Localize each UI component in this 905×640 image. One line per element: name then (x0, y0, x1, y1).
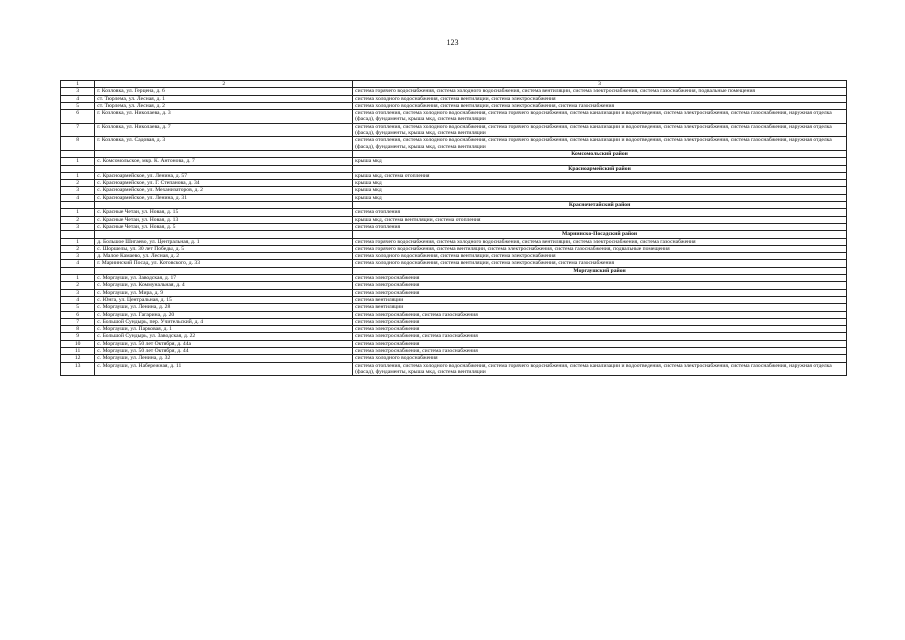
row-address: с. Моргауши, ул. Ленина, д. 32 (95, 355, 353, 362)
row-address: с. Шоршелы, ул. 30 лет Победы, д. 5 (95, 245, 353, 252)
row-number: 1 (61, 275, 95, 282)
row-number: 4 (61, 260, 95, 267)
table-row (61, 238, 847, 245)
row-works: крыша мкд (353, 187, 847, 194)
row-address: с. Красноармейское, ул. Г. Степанова, д. 34 (95, 180, 353, 187)
row-works: крыша мкд (353, 180, 847, 187)
repair-works-table (60, 80, 847, 376)
row-number: 2 (61, 216, 95, 223)
row-number: 3 (61, 253, 95, 260)
row-address: с. Красные Четаи, ул. Новая, д. 5 (95, 223, 353, 230)
row-works: система холодного водоснабжения (353, 355, 847, 362)
row-address: г. Козловка, ул. Николаева, д. 7 (95, 123, 353, 137)
row-works: система отопления (353, 209, 847, 216)
section-empty-cell (95, 202, 353, 209)
table-row (61, 194, 847, 201)
section-empty-cell (61, 165, 95, 172)
district-section-row (61, 150, 847, 157)
table-row (61, 158, 847, 165)
row-address: с. Юнга, ул. Центральная, д. 15 (95, 296, 353, 303)
row-address: г. Козловка, ул. Герцена, д. 6 (95, 88, 353, 95)
table-row (61, 289, 847, 296)
header-col-3: 3 (353, 81, 847, 88)
section-empty-cell (61, 231, 95, 238)
table-body (61, 81, 847, 376)
row-address: с. Моргауши, ул. Мира, д. 9 (95, 289, 353, 296)
row-number: 2 (61, 245, 95, 252)
district-title: Мариинско-Посадский район (353, 231, 847, 238)
row-works: крыша мкд (353, 158, 847, 165)
table-row (61, 355, 847, 362)
row-works: система электроснабжения (353, 318, 847, 325)
row-number: 6 (61, 311, 95, 318)
row-address: г. Козловка, ул. Садовая, д. 3 (95, 137, 353, 151)
district-title: Красноармейский район (353, 165, 847, 172)
row-number: 3 (61, 187, 95, 194)
table-row (61, 275, 847, 282)
row-number: 4 (61, 194, 95, 201)
row-address: ст. Тюрлема, ул. Лесная, д. 2 (95, 102, 353, 109)
row-address: с. Красные Четаи, ул. Новая, д. 13 (95, 216, 353, 223)
row-works: система отопления (353, 223, 847, 230)
row-works: система горячего водоснабжения, система вентиляции, система электроснабжения, система газоснабжения, подвальные помещения (353, 245, 847, 252)
row-number: 8 (61, 137, 95, 151)
row-works: система электроснабжения, система газоснабжения (353, 347, 847, 354)
row-address: с. Большой Сундырь, пер. Учительский, д. 4 (95, 318, 353, 325)
row-number: 3 (61, 223, 95, 230)
row-address: с. Моргауши, ул. 50 лет Октября, д. 44 (95, 347, 353, 354)
table-row (61, 110, 847, 124)
table-row (61, 187, 847, 194)
row-number: 4 (61, 296, 95, 303)
row-works: система горячего водоснабжения, система холодного водоснабжения, система вентиляции, система электроснабжения, система газоснабжения, подвальные помещения (353, 88, 847, 95)
row-address: с. Большой Сундырь, ул. Заводская, д. 22 (95, 333, 353, 340)
row-works: система электроснабжения (353, 275, 847, 282)
row-works: система отопления, система холодного водоснабжения, система горячего водоснабжения, система канализации и водоотведения, система электроснабжения, система газоснабжения, наружная отделка (фасад), фундаменты, крыша мкд, система вентиляции (353, 137, 847, 151)
row-address: д. Малое Камаево, ул. Лесная, д. 2 (95, 253, 353, 260)
table-row (61, 123, 847, 137)
table-row (61, 318, 847, 325)
row-works: система электроснабжения, система газоснабжения (353, 333, 847, 340)
row-address: с. Моргауши, ул. Заводская, д. 17 (95, 275, 353, 282)
row-number: 7 (61, 123, 95, 137)
row-address: с. Моргауши, ул. Гагарина, д. 20 (95, 311, 353, 318)
row-number: 3 (61, 289, 95, 296)
row-number: 9 (61, 333, 95, 340)
row-works: система вентиляции (353, 296, 847, 303)
table-row (61, 216, 847, 223)
row-address: д. Большое Шигаево, ул. Центральная, д. 1 (95, 238, 353, 245)
table-row (61, 172, 847, 179)
table-row (61, 340, 847, 347)
row-works: система отопления, система холодного водоснабжения, система горячего водоснабжения, система канализации и водоотведения, система электроснабжения, система газоснабжения, наружная отделка (фасад), фундаменты, крыша мкд, система вентиляции (353, 123, 847, 137)
table-row (61, 209, 847, 216)
row-works: система электроснабжения (353, 326, 847, 333)
table-row (61, 137, 847, 151)
section-empty-cell (61, 267, 95, 274)
row-number: 5 (61, 304, 95, 311)
row-number: 8 (61, 326, 95, 333)
row-works: система отопления, система холодного водоснабжения, система горячего водоснабжения, система канализации и водоотведения, система электроснабжения, система газоснабжения, наружная отделка (фасад), фундаменты, крыша мкд, система вентиляции (353, 362, 847, 376)
row-address: с. Моргауши, ул. Ленина, д. 28 (95, 304, 353, 311)
table-row (61, 223, 847, 230)
row-address: с. Моргауши, ул. 50 лет Октября, д. 44а (95, 340, 353, 347)
row-number: 5 (61, 102, 95, 109)
row-number: 1 (61, 238, 95, 245)
table-row (61, 362, 847, 376)
row-works: система вентиляции (353, 304, 847, 311)
row-works: система горячего водоснабжения, система холодного водоснабжения, система вентиляции, система электроснабжения, система газоснабжения (353, 238, 847, 245)
row-number: 12 (61, 355, 95, 362)
table-row (61, 304, 847, 311)
district-section-row (61, 267, 847, 274)
row-number: 7 (61, 318, 95, 325)
row-address: с. Красноармейское, ул. Ленина, д. 31 (95, 194, 353, 201)
row-address: с. Моргауши, ул. Коммунальная, д. 4 (95, 282, 353, 289)
row-works: система холодного водоснабжения, система вентиляции, система электроснабжения (353, 95, 847, 102)
row-works: система холодного водоснабжения, система вентиляции, система электроснабжения, система газоснабжения (353, 260, 847, 267)
row-address: с. Красноармейское, ул. Ленина, д. 57 (95, 172, 353, 179)
page-number: 123 (446, 38, 459, 47)
row-number: 6 (61, 110, 95, 124)
row-address: с. Моргауши, ул. Парковая, д. 1 (95, 326, 353, 333)
district-section-row (61, 165, 847, 172)
district-section-row (61, 231, 847, 238)
table-row (61, 282, 847, 289)
row-number: 2 (61, 282, 95, 289)
table-row (61, 95, 847, 102)
row-number: 10 (61, 340, 95, 347)
row-number: 13 (61, 362, 95, 376)
row-address: с. Красные Четаи, ул. Новая, д. 15 (95, 209, 353, 216)
row-number: 3 (61, 88, 95, 95)
row-works: система холодного водоснабжения, система вентиляции, система электроснабжения (353, 253, 847, 260)
table-row (61, 180, 847, 187)
section-empty-cell (61, 202, 95, 209)
section-empty-cell (95, 267, 353, 274)
row-number: 1 (61, 209, 95, 216)
table-row (61, 102, 847, 109)
row-works: крыша мкд (353, 194, 847, 201)
district-title: Комсомольский район (353, 150, 847, 157)
row-number: 2 (61, 180, 95, 187)
row-works: система электроснабжения (353, 289, 847, 296)
row-works: система холодного водоснабжения, система вентиляции, система электроснабжения, система газоснабжения (353, 102, 847, 109)
row-address: г. Козловка, ул. Николаева, д. 3 (95, 110, 353, 124)
table-row (61, 260, 847, 267)
row-works: система электроснабжения (353, 340, 847, 347)
row-address: с. Моргауши, ул. Набережная, д. 11 (95, 362, 353, 376)
table-row (61, 245, 847, 252)
row-number: 11 (61, 347, 95, 354)
district-section-row (61, 202, 847, 209)
table-header-row (61, 81, 847, 88)
table-row (61, 311, 847, 318)
table-row (61, 253, 847, 260)
section-empty-cell (95, 150, 353, 157)
row-address: г. Мариинский Посад, ул. Котовского, д. 33 (95, 260, 353, 267)
district-title: Красночетайский район (353, 202, 847, 209)
header-col-1: 1 (61, 81, 95, 88)
table-row (61, 333, 847, 340)
table-row (61, 347, 847, 354)
row-works: крыша мкд, система отопления (353, 172, 847, 179)
section-empty-cell (95, 231, 353, 238)
row-works: система электроснабжения, система газоснабжения (353, 311, 847, 318)
row-number: 4 (61, 95, 95, 102)
row-address: с. Комсомольское, мкр. К. Антонова, д. 7 (95, 158, 353, 165)
row-address: с. Красноармейское, ул. Механизаторов, д. 2 (95, 187, 353, 194)
section-empty-cell (61, 150, 95, 157)
row-works: система электроснабжения (353, 282, 847, 289)
row-works: крыша мкд, система вентиляции, система отопления (353, 216, 847, 223)
header-col-2: 2 (95, 81, 353, 88)
row-number: 1 (61, 158, 95, 165)
table-row (61, 326, 847, 333)
row-number: 1 (61, 172, 95, 179)
table-row (61, 88, 847, 95)
table-row (61, 296, 847, 303)
row-address: ст. Тюрлема, ул. Лесная, д. 1 (95, 95, 353, 102)
row-works: система отопления, система холодного водоснабжения, система горячего водоснабжения, система канализации и водоотведения, система электроснабжения, система газоснабжения, наружная отделка (фасад), фундаменты, крыша мкд, система вентиляции (353, 110, 847, 124)
district-title: Моргаушский район (353, 267, 847, 274)
section-empty-cell (95, 165, 353, 172)
